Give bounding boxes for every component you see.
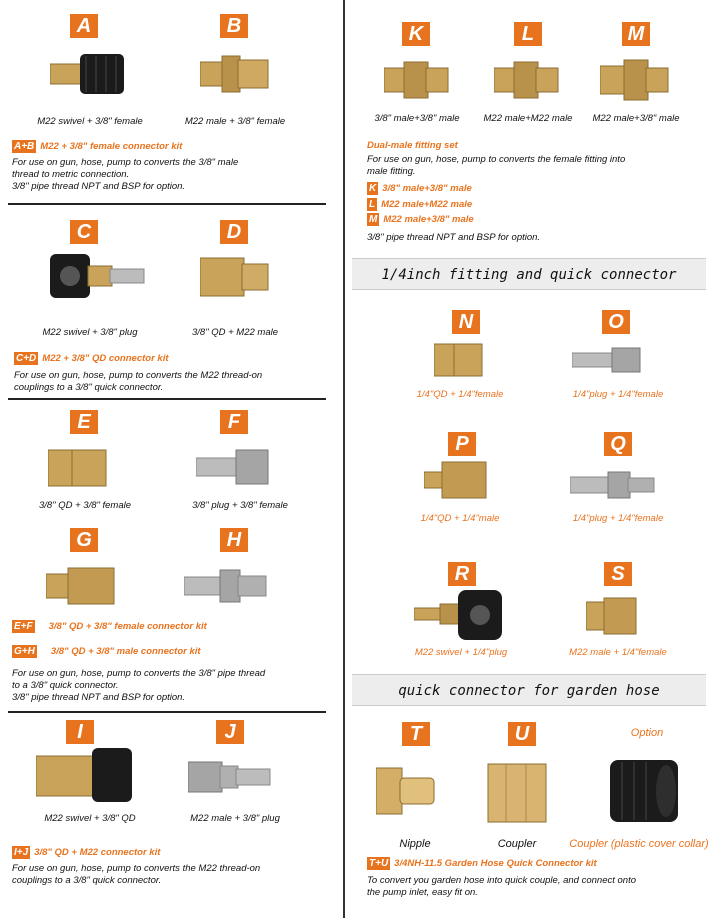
dual-male-description: For use on gun, hose, pump to converts the female fitting into male fitting. xyxy=(367,154,626,177)
caption-o: 1/4"plug + 1/4"female xyxy=(572,389,664,400)
letter-i: I xyxy=(66,720,94,744)
divider xyxy=(8,398,326,400)
letter-c: C xyxy=(70,220,98,244)
fitting-h-image xyxy=(184,568,268,604)
caption-q: 1/4"plug + 1/4"female xyxy=(572,513,664,524)
coupler-image xyxy=(486,762,548,824)
letter-l: L xyxy=(514,22,542,46)
letter-t: T xyxy=(402,722,430,746)
fitting-f-image xyxy=(196,446,272,486)
dual-male-heading: Dual-male fitting set xyxy=(367,140,458,151)
dual-item-l: L M22 male+M22 male xyxy=(369,199,473,210)
section-ij-description: For use on gun, hose, pump to converts the M22 thread-on couplings to a 3/8" quick connector. xyxy=(12,863,261,886)
letter-b: B xyxy=(220,14,248,38)
caption-c: M22 swivel + 3/8" plug xyxy=(42,327,138,338)
letter-r: R xyxy=(448,562,476,586)
caption-r: M22 swivel + 1/4"plug xyxy=(414,647,508,658)
letter-n: N xyxy=(452,310,480,334)
caption-k: 3/8" male+3/8" male xyxy=(374,113,460,124)
divider xyxy=(8,203,326,205)
caption-l: M22 male+M22 male xyxy=(483,113,573,124)
caption-s: M22 male + 1/4"female xyxy=(569,647,667,658)
letter-a: A xyxy=(70,14,98,38)
letter-k: K xyxy=(402,22,430,46)
caption-j: M22 male + 3/8" plug xyxy=(190,813,280,824)
fitting-m-image xyxy=(600,58,670,102)
fitting-a-image xyxy=(50,48,130,100)
fitting-n-image xyxy=(434,342,484,378)
nipple-image xyxy=(376,764,436,818)
letter-u: U xyxy=(508,722,536,746)
fitting-j-image xyxy=(188,760,272,794)
garden-hose-heading: T+U 3/4NH-11.5 Garden Hose Quick Connector kit xyxy=(369,858,597,869)
tag-tu: T+U xyxy=(369,858,389,869)
fitting-g-image xyxy=(46,566,116,606)
tag-cd: C+D xyxy=(16,353,37,364)
coupler-plastic-image xyxy=(608,754,684,826)
tag-gh: G+H xyxy=(14,646,35,657)
letter-e: E xyxy=(70,410,98,434)
tag-ab: A+B xyxy=(14,141,35,152)
section-ab-heading: A+B M22 + 3/8" female connector kit xyxy=(14,141,183,152)
caption-i: M22 swivel + 3/8" QD xyxy=(44,813,136,824)
letter-g: G xyxy=(70,528,98,552)
section-ef-heading: E+F 3/8" QD + 3/8" female connector kit xyxy=(14,621,207,632)
letter-j: J xyxy=(216,720,244,744)
section-ab-description: For use on gun, hose, pump to converts the 3/8" male thread to metric connection. 3/8" pipe thread NPT and BSP for option. xyxy=(12,157,239,192)
fitting-k-image xyxy=(384,60,450,100)
caption-b: M22 male + 3/8" female xyxy=(184,116,286,127)
caption-a: M22 swivel + 3/8" female xyxy=(37,116,143,127)
fitting-s-image xyxy=(586,596,638,636)
letter-m: M xyxy=(622,22,650,46)
fitting-d-image xyxy=(200,254,270,300)
option-label: Option xyxy=(630,727,664,739)
caption-u: Coupler xyxy=(497,838,537,850)
caption-d: 3/8" QD + M22 male xyxy=(191,327,278,338)
dual-male-note: 3/8" pipe thread NPT and BSP for option. xyxy=(367,232,541,243)
fitting-i-image xyxy=(36,746,136,804)
fitting-c-image xyxy=(48,250,148,302)
dual-item-m: M M22 male+3/8" male xyxy=(369,214,474,225)
section-gh-heading: G+H 3/8" QD + 3/8" male connector kit xyxy=(14,646,201,657)
caption-f: 3/8" plug + 3/8" female xyxy=(192,500,288,511)
section-cd-description: For use on gun, hose, pump to converts the M22 thread-on couplings to a 3/8" quick connector. xyxy=(14,370,263,393)
fitting-b-image xyxy=(200,54,270,94)
letter-s: S xyxy=(604,562,632,586)
section-cd-heading: C+D M22 + 3/8" QD connector kit xyxy=(16,353,169,364)
fitting-e-image xyxy=(48,446,108,490)
section-ij-heading: I+J 3/8" QD + M22 connector kit xyxy=(14,847,161,858)
tag-ef: E+F xyxy=(14,621,33,632)
letter-q: Q xyxy=(604,432,632,456)
caption-p: 1/4"QD + 1/4"male xyxy=(420,513,500,524)
fitting-l-image xyxy=(494,60,560,100)
banner-quarter-inch: 1/4inch fitting and quick connector xyxy=(352,258,706,290)
caption-n: 1/4"QD + 1/4"female xyxy=(416,389,504,400)
caption-coupler-plastic: Coupler (plastic cover collar) xyxy=(569,838,709,850)
dual-item-k: K 3/8" male+3/8" male xyxy=(369,183,472,194)
caption-m: M22 male+3/8" male xyxy=(592,113,680,124)
letter-p: P xyxy=(448,432,476,456)
column-divider xyxy=(343,0,345,918)
garden-hose-description: To convert you garden hose into quick couple, and connect onto the pump inlet, easy fit on. xyxy=(367,875,637,898)
letter-f: F xyxy=(220,410,248,434)
divider xyxy=(8,711,326,713)
caption-t: Nipple xyxy=(399,838,431,850)
fitting-p-image xyxy=(424,460,488,500)
caption-e: 3/8" QD + 3/8" female xyxy=(38,500,132,511)
fitting-o-image xyxy=(572,346,644,374)
letter-d: D xyxy=(220,220,248,244)
letter-o: O xyxy=(602,310,630,334)
banner-garden-hose: quick connector for garden hose xyxy=(352,674,706,706)
tag-ij: I+J xyxy=(14,847,29,858)
section-efgh-description: For use on gun, hose, pump to converts the 3/8" pipe thread to a 3/8" quick connector. 3/8" pipe thread NPT and BSP for option. xyxy=(12,668,266,703)
letter-h: H xyxy=(220,528,248,552)
fitting-q-image xyxy=(570,470,656,500)
fitting-r-image xyxy=(414,588,504,642)
